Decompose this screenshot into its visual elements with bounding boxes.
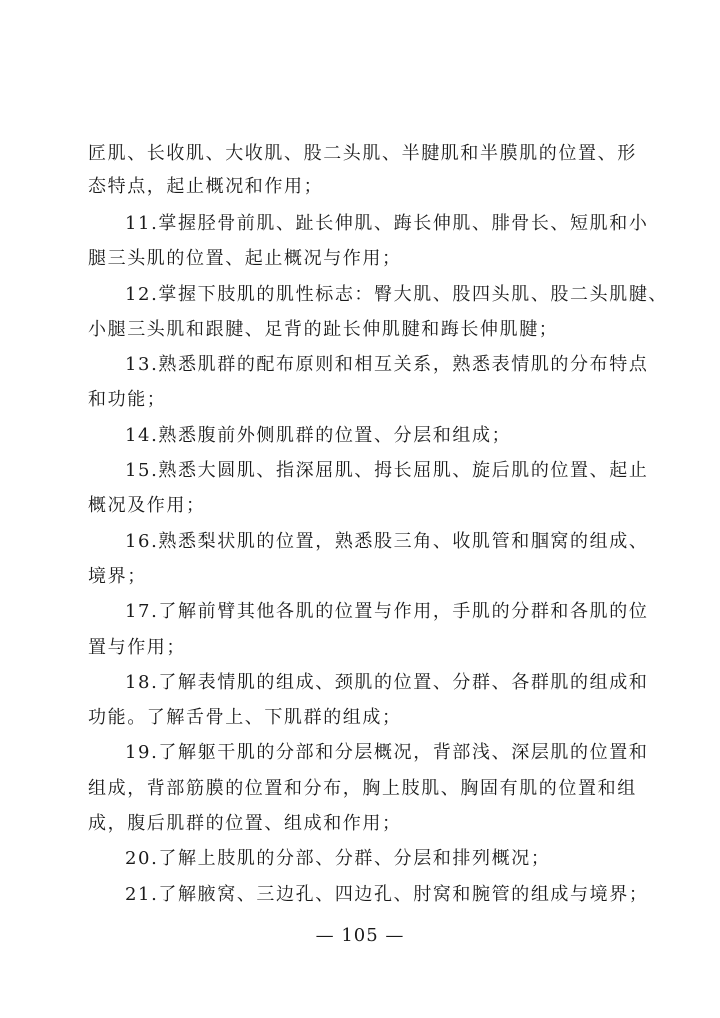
- text-line: 匠肌、长收肌、大收肌、股二头肌、半腱肌和半膜肌的位置、形: [88, 143, 637, 164]
- text-line: 腿三头肌的位置、起止概况与作用；: [88, 248, 402, 269]
- text-line: 20.了解上肢肌的分部、分群、分层和排列概况；: [125, 848, 551, 869]
- text-line: 18.了解表情肌的组成、颈肌的位置、分群、各群肌的组成和: [125, 672, 649, 693]
- text-line: 小腿三头肌和跟腱、足背的趾长伸肌腱和踇长伸肌腱；: [88, 319, 559, 340]
- text-line: 11.掌握胫骨前肌、趾长伸肌、踇长伸肌、腓骨长、短肌和小: [125, 213, 649, 234]
- text-line: 21.了解腋窝、三边孔、四边孔、肘窝和腕管的组成与境界；: [125, 884, 649, 905]
- text-line: 19.了解躯干肌的分部和分层概况，背部浅、深层肌的位置和: [125, 742, 649, 763]
- text-line: 14.熟悉腹前外侧肌群的位置、分层和组成；: [125, 425, 512, 446]
- text-line: 和功能；: [88, 389, 167, 410]
- text-line: 13.熟悉肌群的配布原则和相互关系，熟悉表情肌的分布特点: [125, 354, 649, 375]
- text-line: 成，腹后肌群的位置、组成和作用；: [88, 813, 402, 834]
- text-line: 境界；: [88, 566, 147, 587]
- text-line: 16.熟悉梨状肌的位置，熟悉股三角、收肌管和腘窝的组成、: [125, 531, 649, 552]
- text-line: 概况及作用；: [88, 495, 206, 516]
- text-line: 组成，背部筋膜的位置和分布，胸上肢肌、胸固有肌的位置和组: [88, 778, 637, 799]
- text-line: 12.掌握下肢肌的肌性标志：臀大肌、股四头肌、股二头肌腱、: [125, 284, 669, 305]
- text-line: 17.了解前臂其他各肌的位置与作用，手肌的分群和各肌的位: [125, 601, 649, 622]
- text-line: 置与作用；: [88, 637, 186, 658]
- text-line: 功能。了解舌骨上、下肌群的组成；: [88, 707, 402, 728]
- page-number: — 105 —: [315, 925, 405, 946]
- text-line: 15.熟悉大圆肌、指深屈肌、拇长屈肌、旋后肌的位置、起止: [125, 460, 649, 481]
- text-line: 态特点，起止概况和作用；: [88, 176, 324, 197]
